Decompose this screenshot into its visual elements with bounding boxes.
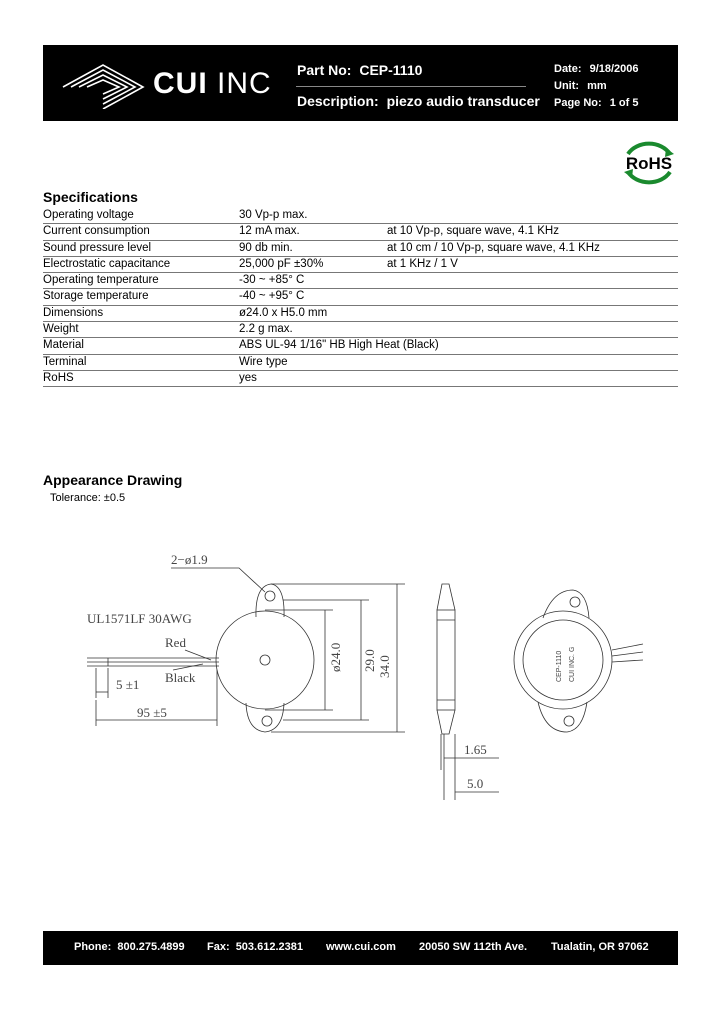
spec-row — [43, 355, 678, 371]
spec-name: Material — [43, 339, 84, 352]
date-label: Date: — [554, 63, 582, 75]
spec-name: Electrostatic capacitance — [43, 257, 171, 270]
spec-value: 25,000 pF ±30% — [239, 257, 324, 270]
transducer-body — [216, 611, 314, 709]
spec-value: ø24.0 x H5.0 mm — [239, 306, 328, 319]
tolerance-note: Tolerance: ±0.5 — [50, 492, 126, 504]
spec-row — [43, 257, 678, 273]
h50-dim-label: 5.0 — [467, 776, 484, 791]
specifications-title: Specifications — [43, 189, 138, 205]
spec-value: 30 Vp-p max. — [239, 209, 308, 221]
spec-name: Operating temperature — [43, 274, 159, 287]
spec-value: -30 ~ +85° C — [239, 274, 305, 287]
page-value: 1 of 5 — [609, 97, 639, 109]
header-bar — [43, 45, 678, 121]
footer-address: 20050 SW 112th Ave. — [419, 941, 528, 953]
spec-row — [43, 208, 678, 224]
spec-name: Sound pressure level — [43, 241, 152, 254]
spec-row — [43, 322, 678, 338]
spec-name: Weight — [43, 323, 79, 336]
date-field — [554, 63, 639, 75]
spec-row — [43, 273, 678, 289]
phone-value: 800.275.4899 — [117, 941, 185, 953]
d29-dim-label: 29.0 — [362, 649, 377, 672]
footer-phone — [74, 941, 185, 953]
footer-fax — [207, 941, 303, 953]
spec-table — [43, 208, 678, 387]
description-label: Description: — [297, 93, 379, 109]
appearance-title: Appearance Drawing — [43, 472, 183, 488]
unit-field — [554, 80, 607, 92]
logo-bold-text: CUI — [153, 67, 208, 100]
spec-name: Terminal — [43, 355, 87, 368]
rohs-badge-icon — [620, 140, 678, 186]
spec-value: -40 ~ +95° C — [239, 290, 305, 303]
part-number — [297, 62, 422, 78]
footer-city: Tualatin, OR 97062 — [551, 941, 649, 953]
spec-name: Operating voltage — [43, 209, 134, 221]
red-wire-label: Red — [165, 635, 186, 650]
logo-wordmark — [153, 67, 272, 101]
spec-value: Wire type — [239, 355, 288, 368]
length-dim-label: 95 ±5 — [137, 705, 167, 720]
wire-label: UL1571LF 30AWG — [87, 611, 192, 626]
flange-outline — [253, 583, 283, 610]
description — [297, 93, 540, 109]
spec-value: 12 mA max. — [239, 225, 300, 238]
spec-value: 90 db min. — [239, 241, 293, 254]
phone-label: Phone: — [74, 941, 112, 953]
part-value: CEP-1110 — [359, 62, 423, 78]
appearance-drawing — [43, 540, 678, 800]
marking-brand: CUI INC. G — [569, 646, 576, 682]
footer-bar — [43, 931, 678, 965]
d34-dim-label: 34.0 — [377, 655, 392, 678]
rohs-label: RoHS — [625, 154, 673, 173]
spec-row — [43, 224, 678, 240]
logo-thin-text: INC — [217, 67, 272, 100]
footer-website[interactable]: www.cui.com — [326, 941, 396, 953]
dia-dim-label: ø24.0 — [328, 642, 343, 672]
unit-value: mm — [587, 80, 607, 92]
fax-label: Fax: — [207, 941, 230, 953]
spec-value: yes — [239, 371, 257, 384]
spec-name: RoHS — [43, 371, 74, 384]
black-wire-label: Black — [165, 670, 196, 685]
spec-row — [43, 306, 678, 322]
strip-dim-label: 5 ±1 — [116, 677, 140, 692]
spec-name: Storage temperature — [43, 290, 149, 303]
spec-note: at 1 KHz / 1 V — [387, 257, 458, 270]
top-hole — [265, 591, 275, 601]
spec-value: 2.2 g max. — [239, 323, 293, 336]
holes-label: 2−ø1.9 — [171, 552, 208, 567]
spec-name: Dimensions — [43, 306, 104, 319]
side-view-body — [437, 610, 455, 710]
bottom-hole — [262, 716, 272, 726]
part-label: Part No: — [297, 62, 352, 78]
h165-dim-label: 1.65 — [464, 742, 487, 757]
page-label: Page No: — [554, 97, 602, 109]
spec-note: at 10 Vp-p, square wave, 4.1 KHz — [387, 225, 559, 238]
marking-part: CEP-1110 — [556, 650, 563, 682]
spec-row — [43, 241, 678, 257]
spec-note: at 10 cm / 10 Vp-p, square wave, 4.1 KHz — [387, 241, 600, 254]
description-value: piezo audio transducer — [386, 93, 540, 109]
header-divider — [296, 86, 526, 87]
page-field — [554, 97, 638, 109]
fax-value: 503.612.2381 — [235, 941, 303, 953]
back-view-body — [514, 611, 612, 709]
date-value: 9/18/2006 — [589, 63, 639, 75]
spec-row — [43, 371, 678, 387]
spec-value: ABS UL-94 1/16" HB High Heat (Black) — [239, 339, 439, 352]
spec-name: Current consumption — [43, 225, 150, 238]
unit-label: Unit: — [554, 80, 580, 92]
spec-row — [43, 338, 678, 354]
top-ear — [256, 584, 284, 617]
center-hole — [260, 655, 270, 665]
spec-row — [43, 289, 678, 305]
